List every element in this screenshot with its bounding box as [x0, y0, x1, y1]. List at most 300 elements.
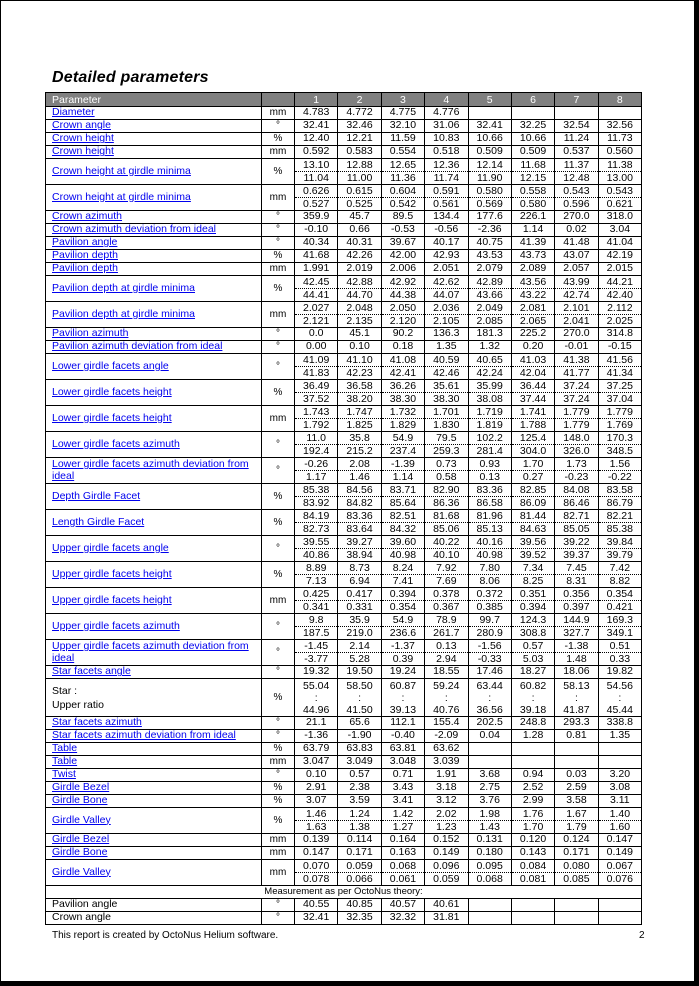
value-cell-col-3: 32.32 [381, 912, 424, 925]
parameter-link-pavilion-depth-at-girdle-minima[interactable]: Pavilion depth at girdle minima [52, 281, 195, 294]
parameter-cell [46, 250, 262, 263]
value-cell-col-1: 359.9 [295, 211, 338, 224]
value-cell-col-4 [425, 808, 468, 834]
parameter-label: Pavilion angle [52, 898, 118, 911]
value-cell-col-4: 136.3 [425, 328, 468, 341]
table-row [46, 380, 642, 406]
value-cell-col-3: 63.81 [381, 743, 424, 756]
value-line-1: 2.048 [338, 302, 380, 315]
value-cell-col-7: 0.81 [555, 730, 598, 743]
value-line-1: 82.51 [382, 510, 424, 523]
table-header-row [46, 93, 642, 107]
value-cell-col-3: -0.40 [381, 730, 424, 743]
parameter-link-crown-angle[interactable]: Crown angle [52, 119, 111, 132]
value-line-1: 42.62 [425, 276, 467, 289]
value-line-1: -1.45 [295, 640, 337, 653]
value-cell-col-7: -0.01 [555, 341, 598, 354]
parameter-cell [46, 276, 262, 302]
value-cell-col-4: 0.518 [425, 146, 468, 159]
header-column-5: 5 [468, 93, 511, 107]
value-cell-col-4: 2.051 [425, 263, 468, 276]
unit-cell: mm [262, 263, 295, 276]
value-line-1: 0.067 [599, 860, 641, 873]
parameter-label: Star : [52, 684, 78, 697]
value-line-1: 124.3 [512, 614, 554, 627]
table-row [46, 484, 642, 510]
value-cell-col-4: 63.62 [425, 743, 468, 756]
value-cell-col-7: 41.48 [555, 237, 598, 250]
value-cell-col-4: 18.55 [425, 666, 468, 679]
value-line-2: 1.17 [305, 471, 327, 483]
value-cell-col-4: 3.12 [425, 795, 468, 808]
table-row [46, 432, 642, 458]
value-line-2: 44.07 [433, 289, 460, 301]
value-cell-col-6: 0.20 [511, 341, 554, 354]
value-cell-col-8: 2.015 [598, 263, 641, 276]
value-line-1: 1.56 [599, 458, 641, 471]
unit-cell: ° [262, 354, 295, 380]
value-line-2: 43.22 [519, 289, 547, 301]
parameter-link-upper-girdle-facets-height[interactable]: Upper girdle facets height [52, 593, 172, 606]
value-line-1: 2.101 [555, 302, 597, 315]
value-line-1: 59.24 [433, 679, 460, 692]
value-cell-col-6: 1.28 [511, 730, 554, 743]
value-cell-col-6 [511, 808, 554, 834]
parameter-link-lower-girdle-facets-angle[interactable]: Lower girdle facets angle [52, 359, 169, 372]
parameter-link-crown-height-at-girdle-minima[interactable]: Crown height at girdle minima [52, 164, 191, 177]
parameter-link-depth-girdle-facet[interactable]: Depth Girdle Facet [52, 489, 141, 502]
parameter-link-pavilion-depth[interactable]: Pavilion depth [52, 262, 118, 275]
table-row [46, 354, 642, 380]
value-cell-col-3: 3.048 [381, 756, 424, 769]
value-cell-col-6 [511, 756, 554, 769]
value-cell-col-4 [425, 406, 468, 432]
parameter-link-crown-height[interactable]: Crown height [52, 132, 114, 145]
parameter-link-diameter[interactable]: Diameter [52, 106, 95, 119]
value-cell-col-2 [338, 536, 381, 562]
value-cell-col-1 [295, 640, 338, 666]
parameter-cell [46, 341, 262, 354]
unit-cell: ° [262, 120, 295, 133]
unit-cell: mm [262, 756, 295, 769]
parameter-link-pavilion-angle[interactable]: Pavilion angle [52, 236, 118, 249]
value-line-2: 85.13 [476, 523, 503, 535]
value-line-3: 41.87 [563, 703, 590, 716]
value-cell-col-8: 0.147 [598, 834, 641, 847]
value-cell-col-5 [468, 562, 511, 588]
value-line-2: 85.06 [433, 523, 460, 535]
value-cell-col-4 [425, 860, 468, 886]
value-line-1: 40.22 [425, 536, 467, 549]
value-cell-col-8 [598, 640, 641, 666]
value-cell-col-8 [598, 354, 641, 380]
value-cell-col-8: -0.15 [598, 341, 641, 354]
value-line-1: 36.58 [338, 380, 380, 393]
value-cell-col-4 [425, 562, 468, 588]
table-row [46, 510, 642, 536]
value-line-1: 11.38 [599, 159, 641, 172]
value-line-1: 169.3 [599, 614, 641, 627]
value-line-1: 0.591 [425, 185, 467, 198]
value-cell-col-3: 0.163 [381, 847, 424, 860]
value-cell-col-4: 4.776 [425, 107, 468, 120]
value-line-2: 187.5 [303, 627, 330, 639]
value-line-2: 11.04 [303, 172, 329, 184]
value-cell-col-6 [511, 899, 554, 912]
value-line-2: 304.0 [519, 445, 547, 457]
parameter-link-star-facets-azimuth[interactable]: Star facets azimuth [52, 716, 142, 729]
value-cell-col-8: 318.0 [598, 211, 641, 224]
parameter-link-upper-girdle-facets-azimuth[interactable]: Upper girdle facets azimuth [52, 619, 180, 632]
value-line-1: 7.42 [599, 562, 641, 575]
value-cell-col-4 [425, 159, 468, 185]
value-cell-col-7 [555, 912, 598, 925]
value-cell-col-4: 42.93 [425, 250, 468, 263]
value-cell-col-8: 338.8 [598, 717, 641, 730]
value-line-1: 0.558 [512, 185, 554, 198]
value-line-1: 11.0 [295, 432, 337, 445]
value-line-2: 39.79 [606, 549, 633, 561]
value-line-1: 35.99 [469, 380, 511, 393]
unit-cell: ° [262, 458, 295, 484]
value-line-3: 44.96 [303, 703, 330, 716]
value-cell-col-3 [381, 458, 424, 484]
page-title: Detailed parameters [52, 69, 209, 86]
parameter-link-crown-height[interactable]: Crown height [52, 145, 114, 158]
value-cell-col-2 [338, 510, 381, 536]
unit-cell: ° [262, 328, 295, 341]
parameter-cell [46, 263, 262, 276]
value-line-1: 8.73 [338, 562, 380, 575]
value-cell-col-1 [295, 679, 338, 717]
value-cell-col-3 [381, 640, 424, 666]
value-cell-col-6: 32.25 [511, 120, 554, 133]
value-cell-col-4: 31.81 [425, 912, 468, 925]
parameter-link-lower-girdle-facets-height[interactable]: Lower girdle facets height [52, 411, 172, 424]
value-cell-col-6: 41.39 [511, 237, 554, 250]
value-cell-col-6 [511, 432, 554, 458]
value-cell-col-5: 177.6 [468, 211, 511, 224]
table-row [46, 588, 642, 614]
value-line-1: 0.096 [425, 860, 467, 873]
table-row [46, 756, 642, 769]
value-line-2: 1.79 [566, 821, 587, 833]
value-line-1: 39.84 [599, 536, 641, 549]
value-cell-col-4 [425, 536, 468, 562]
parameter-link-girdle-bone[interactable]: Girdle Bone [52, 846, 108, 859]
unit-cell: mm [262, 107, 295, 120]
value-cell-col-3 [381, 679, 424, 717]
value-cell-col-6: 226.1 [511, 211, 554, 224]
value-cell-col-2: 0.114 [338, 834, 381, 847]
value-line-1: 11.37 [555, 159, 597, 172]
unit-cell: ° [262, 640, 295, 666]
value-line-2: 41.83 [303, 367, 330, 379]
value-line-2: 86.58 [476, 497, 503, 509]
value-cell-col-1: 21.1 [295, 717, 338, 730]
parameter-link-girdle-bezel[interactable]: Girdle Bezel [52, 781, 110, 794]
value-line-2: 41.34 [606, 367, 633, 379]
table-row [46, 328, 642, 341]
table-row [46, 341, 642, 354]
value-cell-col-8: 0.149 [598, 847, 641, 860]
parameter-link-table[interactable]: Table [52, 755, 78, 768]
value-cell-col-7: 0.537 [555, 146, 598, 159]
value-cell-col-6: 18.27 [511, 666, 554, 679]
value-line-1: 99.7 [469, 614, 511, 627]
value-cell-col-1 [295, 458, 338, 484]
value-line-2: 86.79 [606, 497, 633, 509]
value-line-2: 1.779 [563, 419, 590, 431]
value-line-2: 259.3 [433, 445, 460, 457]
unit-cell: % [262, 743, 295, 756]
parameter-link-length-girdle-facet[interactable]: Length Girdle Facet [52, 515, 145, 528]
value-cell-col-7: 2.59 [555, 782, 598, 795]
parameter-link-girdle-bezel[interactable]: Girdle Bezel [52, 833, 110, 846]
value-cell-col-3: 42.00 [381, 250, 424, 263]
parameter-link-crown-azimuth[interactable]: Crown azimuth [52, 210, 123, 223]
unit-cell: ° [262, 237, 295, 250]
table-row [46, 899, 642, 912]
value-cell-col-6 [511, 860, 554, 886]
value-line-1: 2.08 [338, 458, 380, 471]
value-cell-col-3 [381, 432, 424, 458]
table-row [46, 847, 642, 860]
value-line-1: 12.65 [382, 159, 424, 172]
value-line-2: 326.0 [563, 445, 590, 457]
value-line-1: 0.615 [338, 185, 380, 198]
parameter-link-lower-girdle-facets-azimuth-deviation-from-ideal[interactable]: Lower girdle facets azimuth deviation from ideal [52, 458, 249, 482]
value-line-1: 60.82 [519, 679, 547, 692]
unit-cell: % [262, 679, 295, 717]
value-cell-col-7 [555, 185, 598, 211]
value-line-2: 42.40 [606, 289, 633, 301]
value-cell-col-5: 0.180 [468, 847, 511, 860]
parameter-link-upper-girdle-facets-height[interactable]: Upper girdle facets height [52, 567, 172, 580]
value-cell-col-4 [425, 510, 468, 536]
value-cell-col-1 [295, 860, 338, 886]
value-cell-col-8 [598, 679, 641, 717]
header-column-3: 3 [381, 93, 424, 107]
value-cell-col-4: -0.56 [425, 224, 468, 237]
value-line-1: -1.56 [469, 640, 511, 653]
value-cell-col-1: -1.36 [295, 730, 338, 743]
value-cell-col-6 [511, 588, 554, 614]
parameter-cell [46, 808, 262, 834]
value-cell-col-7: 0.03 [555, 769, 598, 782]
table-row [46, 562, 642, 588]
value-cell-col-5 [468, 354, 511, 380]
parameter-link-girdle-valley[interactable]: Girdle Valley [52, 865, 111, 878]
parameter-link-twist[interactable]: Twist [52, 768, 76, 781]
parameter-link-table[interactable]: Table [52, 742, 78, 755]
parameter-link-upper-girdle-facets-angle[interactable]: Upper girdle facets angle [52, 541, 169, 554]
value-cell-col-4 [425, 640, 468, 666]
value-cell-col-1 [295, 562, 338, 588]
value-line-1: 0.51 [599, 640, 641, 653]
parameter-cell [46, 614, 262, 640]
value-line-1: 0.351 [512, 588, 554, 601]
parameter-cell [46, 484, 262, 510]
parameter-link-lower-girdle-facets-height[interactable]: Lower girdle facets height [52, 385, 172, 398]
parameter-cell [46, 458, 262, 484]
value-line-1: 83.71 [382, 484, 424, 497]
value-cell-col-1 [295, 536, 338, 562]
value-cell-col-8: 19.82 [598, 666, 641, 679]
parameter-cell [46, 159, 262, 185]
value-cell-col-3: 32.10 [381, 120, 424, 133]
value-cell-col-4 [425, 276, 468, 302]
value-line-2: 1.788 [519, 419, 547, 431]
value-cell-col-8 [598, 860, 641, 886]
value-line-1: 44.21 [599, 276, 641, 289]
value-line-1: -1.38 [555, 640, 597, 653]
value-cell-col-6 [511, 380, 554, 406]
value-cell-col-4 [425, 380, 468, 406]
unit-cell: % [262, 510, 295, 536]
parameter-link-girdle-valley[interactable]: Girdle Valley [52, 813, 111, 826]
value-line-2: 38.20 [346, 393, 373, 405]
parameter-cell [46, 640, 262, 666]
value-cell-col-5 [468, 484, 511, 510]
value-line-1: 0.356 [555, 588, 597, 601]
value-line-2: 1.830 [433, 419, 460, 431]
parameter-link-star-facets-angle[interactable]: Star facets angle [52, 665, 131, 678]
parameter-link-pavilion-depth-at-girdle-minima[interactable]: Pavilion depth at girdle minima [52, 307, 195, 320]
unit-cell: % [262, 133, 295, 146]
table-row [46, 146, 642, 159]
value-line-2: 11.90 [476, 172, 503, 184]
value-cell-col-5 [468, 899, 511, 912]
value-cell-col-4 [425, 588, 468, 614]
value-line-2: 0.081 [519, 873, 547, 885]
table-row [46, 912, 642, 925]
table-row [46, 133, 642, 146]
value-line-1: 2.081 [512, 302, 554, 315]
value-line-2: 2.135 [346, 315, 373, 327]
value-line-1: 1.73 [555, 458, 597, 471]
value-cell-col-2: 40.85 [338, 899, 381, 912]
parameter-label-line2: Upper ratio [52, 698, 104, 711]
table-row [46, 406, 642, 432]
value-line-1: -1.37 [382, 640, 424, 653]
value-line-1: 42.88 [338, 276, 380, 289]
value-line-2: 215.2 [346, 445, 373, 457]
value-line-2: 1.769 [606, 419, 633, 431]
unit-cell: ° [262, 769, 295, 782]
value-line-2: 281.4 [476, 445, 503, 457]
value-line-1: -0.26 [295, 458, 337, 471]
value-cell-col-4: 0.149 [425, 847, 468, 860]
parameter-link-girdle-bone[interactable]: Girdle Bone [52, 794, 108, 807]
value-cell-col-6 [511, 406, 554, 432]
parameter-link-crown-azimuth-deviation-from-ideal[interactable]: Crown azimuth deviation from ideal [52, 223, 216, 236]
value-cell-col-2 [338, 614, 381, 640]
value-line-1: 2.02 [425, 808, 467, 821]
value-line-1: 42.89 [469, 276, 511, 289]
value-line-2: 1.63 [305, 821, 327, 833]
value-line-2: 0.385 [476, 601, 503, 613]
value-cell-col-7: 0.171 [555, 847, 598, 860]
value-line-1: 1.779 [599, 406, 641, 419]
unit-cell: % [262, 808, 295, 834]
parameter-link-pavilion-azimuth[interactable]: Pavilion azimuth [52, 327, 129, 340]
value-cell-col-5 [468, 406, 511, 432]
value-line-1: 144.9 [555, 614, 597, 627]
value-cell-col-2: -1.90 [338, 730, 381, 743]
value-line-1: 84.56 [338, 484, 380, 497]
value-line-2: 39.37 [563, 549, 590, 561]
value-cell-col-5 [468, 302, 511, 328]
value-cell-col-1: 32.41 [295, 912, 338, 925]
header-column-7: 7 [555, 93, 598, 107]
value-cell-col-1: 0.00 [295, 341, 338, 354]
parameter-link-crown-height-at-girdle-minima[interactable]: Crown height at girdle minima [52, 190, 191, 203]
value-line-2: 44.38 [389, 289, 417, 301]
value-cell-col-6 [511, 912, 554, 925]
value-cell-col-1: 0.147 [295, 847, 338, 860]
value-cell-col-8 [598, 159, 641, 185]
value-cell-col-8 [598, 588, 641, 614]
parameter-link-upper-girdle-facets-azimuth-deviation-from-ideal[interactable]: Upper girdle facets azimuth deviation from ideal [52, 640, 249, 664]
value-cell-col-8 [598, 380, 641, 406]
parameter-link-pavilion-azimuth-deviation-from-ideal[interactable]: Pavilion azimuth deviation from ideal [52, 340, 223, 353]
parameter-cell [46, 562, 262, 588]
parameter-cell [46, 224, 262, 237]
value-cell-col-5 [468, 185, 511, 211]
value-line-1: 83.58 [599, 484, 641, 497]
value-line-2: 43.66 [476, 289, 503, 301]
value-line-1: 35.61 [425, 380, 467, 393]
value-line-2: 1.60 [609, 821, 631, 833]
value-cell-col-5: 43.53 [468, 250, 511, 263]
parameter-link-pavilion-depth[interactable]: Pavilion depth [52, 249, 118, 262]
value-cell-col-2 [338, 562, 381, 588]
value-cell-col-7: 0.02 [555, 224, 598, 237]
value-line-2: 0.13 [479, 471, 500, 483]
value-cell-col-7 [555, 536, 598, 562]
value-cell-col-6 [511, 354, 554, 380]
value-cell-col-2: 19.50 [338, 666, 381, 679]
value-cell-col-7: 2.057 [555, 263, 598, 276]
value-cell-col-2 [338, 588, 381, 614]
value-line-1: 83.36 [338, 510, 380, 523]
value-line-2: 0.421 [606, 601, 633, 613]
value-line-1: 0.354 [599, 588, 641, 601]
value-line-1: 42.45 [295, 276, 337, 289]
value-line-2: -0.33 [477, 653, 502, 665]
unit-cell: % [262, 159, 295, 185]
value-cell-col-8 [598, 276, 641, 302]
parameter-link-lower-girdle-facets-azimuth[interactable]: Lower girdle facets azimuth [52, 437, 180, 450]
value-line-2: 327.7 [563, 627, 590, 639]
value-line-1: 0.394 [382, 588, 424, 601]
value-cell-col-4: 31.06 [425, 120, 468, 133]
value-cell-col-7 [555, 302, 598, 328]
parameter-link-star-facets-azimuth-deviation-from-ideal[interactable]: Star facets azimuth deviation from ideal [52, 729, 236, 742]
value-cell-col-6 [511, 302, 554, 328]
value-line-1: 0.626 [295, 185, 337, 198]
value-line-1: 1.701 [425, 406, 467, 419]
value-line-2: 348.5 [606, 445, 633, 457]
value-cell-col-7: 0.124 [555, 834, 598, 847]
value-line-1: 82.21 [599, 510, 641, 523]
value-cell-col-7 [555, 899, 598, 912]
value-cell-col-4: 40.61 [425, 899, 468, 912]
value-cell-col-1 [295, 432, 338, 458]
value-cell-col-6 [511, 510, 554, 536]
value-line-1: 39.55 [295, 536, 337, 549]
